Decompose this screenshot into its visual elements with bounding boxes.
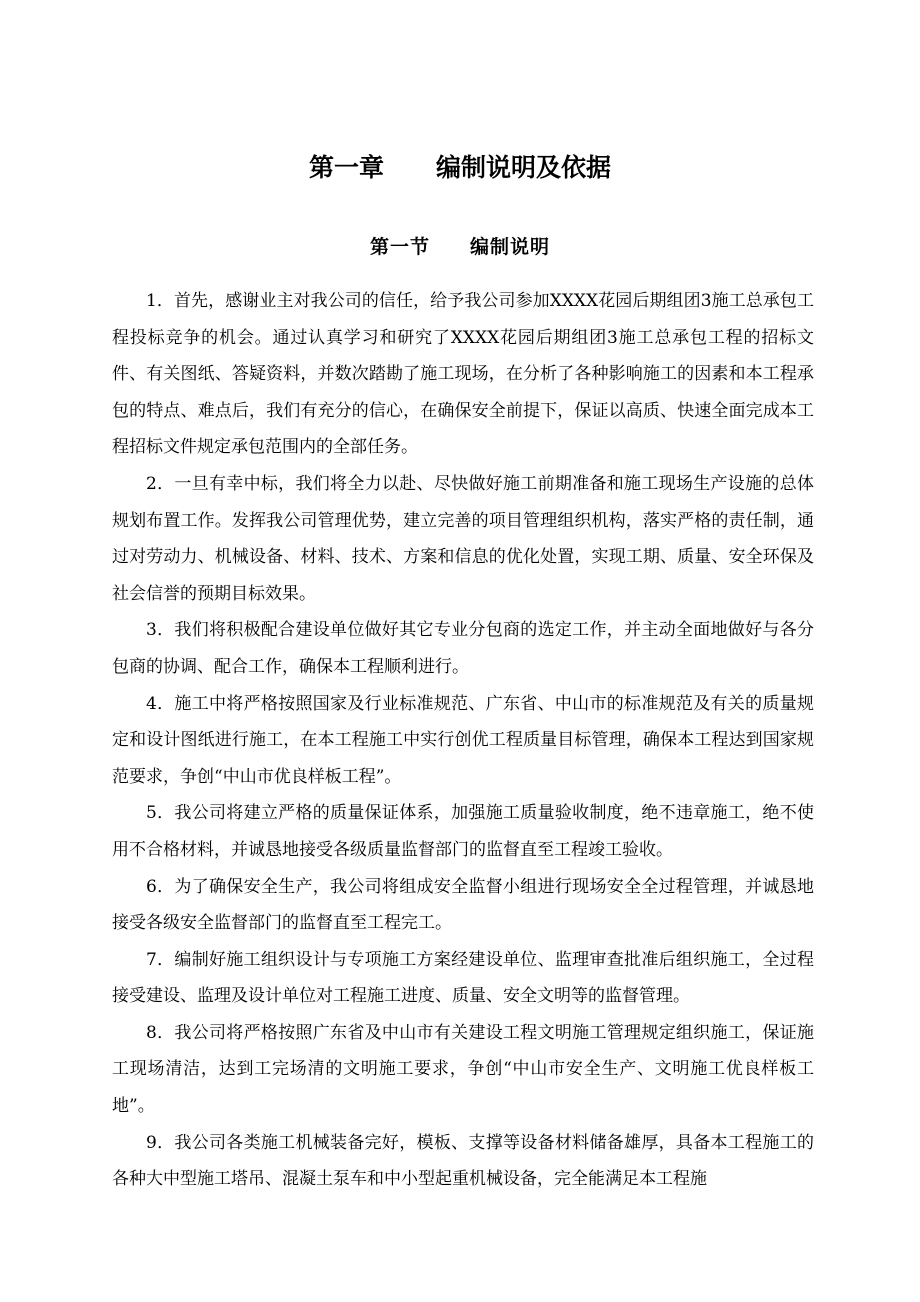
- paragraph-3: 3．我们将积极配合建设单位做好其它专业分包商的选定工作，并主动全面地做好与各分包商的协调、配合工作，确保本工程顺利进行。: [112, 620, 814, 677]
- chapter-title: 编制说明及依据: [436, 153, 612, 182]
- section-heading: [0, 230, 920, 264]
- section-title: 编制说明: [470, 236, 551, 258]
- paragraph-8: 8．我公司将严格按照广东省及中山市有关建设工程文明施工管理规定组织施工，保证施工现场清洁，达到工完场清的文明施工要求，争创“中山市安全生产、文明施工优良样板工地”。: [112, 1022, 814, 1117]
- paragraph-6: 6．为了确保安全生产，我公司将组成安全监督小组进行现场安全全过程管理，并诚恳地接受各级安全监督部门的监督直至工程完工。: [112, 876, 814, 934]
- section-number: 第一节: [369, 236, 430, 258]
- paragraph-1: 1．首先，感谢业主对我公司的信任，给予我公司参加XXXX花园后期组团3施工总承包工程投标竞争的机会。通过认真学习和研究了XXXX花园后期组团3施工总承包工程的招标文件、有关图纸、答疑资料，并数次踏勘了施工现场，在分析了各种影响施工的因素和本工程承包的特点、难点后，我们有充分的信心，在确保安全前提下，保证以高质、快速全面完成本工程招标文件规定承包范围内的全部任务。: [112, 291, 814, 458]
- paragraph-7: 7．编制好施工组织设计与专项施工方案经建设单位、监理审查批准后组织施工，全过程接受建设、监理及设计单位对工程施工进度、质量、安全文明等的监督管理。: [112, 949, 814, 1007]
- paragraph-4: 4．施工中将严格按照国家及行业标准规范、广东省、中山市的标准规范及有关的质量规定和设计图纸进行施工，在本工程施工中实行创优工程质量目标管理，确保本工程达到国家规范要求，争创“中山市优良样板工程”。: [112, 693, 814, 787]
- paragraph-2: 2．一旦有幸中标，我们将全力以赴、尽快做好施工前期准备和施工现场生产设施的总体规划布置工作。发挥我公司管理优势，建立完善的项目管理组织机构，落实严格的责任制，通过对劳动力、机械设备、材料、技术、方案和信息的优化处置，实现工期、质量、安全环保及社会信誉的预期目标效果。: [112, 473, 814, 604]
- chapter-number: 第一章: [308, 153, 384, 182]
- chapter-heading: [0, 148, 920, 188]
- body-text: [112, 283, 814, 1198]
- paragraph-5: 5．我公司将建立严格的质量保证体系，加强施工质量验收制度，绝不违章施工，绝不使用不合格材料，并诚恳地接受各级质量监督部门的监督直至工程竣工验收。: [112, 803, 814, 860]
- paragraph-9: 9．我公司各类施工机械装备完好，模板、支撑等设备材料储备雄厚，具备本工程施工的各种大中型施工塔吊、混凝土泵车和中小型起重机械设备，完全能满足本工程施: [112, 1132, 814, 1190]
